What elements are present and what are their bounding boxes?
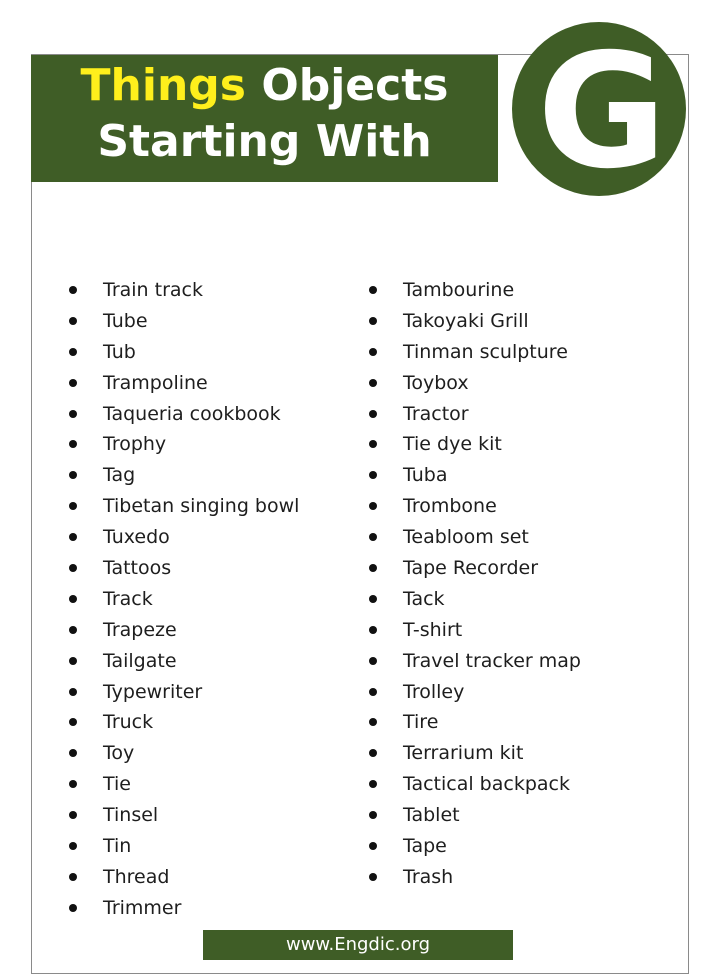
- list-item-label: Tie: [103, 773, 131, 796]
- bullet-icon: [69, 410, 77, 418]
- bullet-icon: [369, 471, 377, 479]
- list-item: [66, 769, 299, 800]
- list-item: [366, 522, 581, 553]
- list-item: [366, 800, 581, 831]
- bullet-icon: [369, 749, 377, 757]
- list-item: [66, 553, 299, 584]
- bullet-icon: [69, 749, 77, 757]
- list-item-label: Tie dye kit: [403, 433, 502, 456]
- list-item: [66, 275, 299, 306]
- bullet-icon: [369, 657, 377, 665]
- list-item-label: Tinman sculpture: [403, 340, 568, 363]
- list-item-label: Tractor: [403, 402, 469, 425]
- list-item: [366, 337, 581, 368]
- list-item-label: Toy: [103, 742, 135, 765]
- list-item: [66, 429, 299, 460]
- bullet-icon: [69, 471, 77, 479]
- list-item-label: Taqueria cookbook: [103, 402, 281, 425]
- list-item-label: Track: [103, 587, 153, 610]
- list-item-label: Thread: [103, 865, 170, 888]
- bullet-icon: [369, 626, 377, 634]
- list-item: [366, 646, 581, 677]
- bullet-icon: [69, 379, 77, 387]
- word-list-left: [66, 275, 299, 924]
- bullet-icon: [369, 595, 377, 603]
- list-item: [66, 862, 299, 893]
- bullet-icon: [69, 718, 77, 726]
- bullet-icon: [69, 657, 77, 665]
- bullet-icon: [369, 873, 377, 881]
- list-item-label: Trombone: [403, 495, 497, 518]
- list-item: [366, 831, 581, 862]
- list-item: [66, 831, 299, 862]
- list-item-label: Terrarium kit: [403, 742, 524, 765]
- list-item-label: Travel tracker map: [403, 649, 581, 672]
- bullet-icon: [69, 502, 77, 510]
- list-item: [366, 738, 581, 769]
- bullet-icon: [369, 348, 377, 356]
- list-item: [66, 707, 299, 738]
- bullet-icon: [369, 410, 377, 418]
- list-item: [66, 677, 299, 708]
- list-item-label: Trampoline: [103, 371, 208, 394]
- bullet-icon: [69, 626, 77, 634]
- title-line-1: [31, 58, 498, 114]
- bullet-icon: [369, 564, 377, 572]
- list-item-label: Tack: [403, 587, 445, 610]
- list-item-label: Trophy: [103, 433, 167, 456]
- list-item: [366, 460, 581, 491]
- bullet-icon: [369, 811, 377, 819]
- list-item: [366, 275, 581, 306]
- list-item-label: Toybox: [403, 371, 469, 394]
- list-item: [366, 769, 581, 800]
- list-item: [366, 429, 581, 460]
- list-item: [366, 491, 581, 522]
- bullet-icon: [69, 317, 77, 325]
- list-item: [66, 738, 299, 769]
- title-line-2: Starting With: [97, 116, 432, 167]
- list-item-label: Tinsel: [103, 804, 159, 827]
- list-item-label: Truck: [103, 711, 154, 734]
- bullet-icon: [369, 379, 377, 387]
- list-item: [366, 368, 581, 399]
- list-item: [66, 800, 299, 831]
- list-item-label: Tube: [103, 309, 148, 332]
- list-item: [366, 677, 581, 708]
- list-item-label: Tablet: [403, 804, 460, 827]
- bullet-icon: [69, 873, 77, 881]
- list-item-label: Tibetan singing bowl: [103, 495, 300, 518]
- list-item: [366, 306, 581, 337]
- list-item: [66, 460, 299, 491]
- bullet-icon: [69, 842, 77, 850]
- list-item: [66, 491, 299, 522]
- bullet-icon: [69, 440, 77, 448]
- list-item-label: Trimmer: [103, 896, 182, 919]
- bullet-icon: [369, 440, 377, 448]
- bullet-icon: [69, 564, 77, 572]
- list-item-label: Tape Recorder: [403, 557, 539, 580]
- list-item-label: Typewriter: [103, 680, 203, 703]
- list-item-label: Trash: [403, 865, 454, 888]
- bullet-icon: [69, 533, 77, 541]
- list-item: [366, 615, 581, 646]
- bullet-icon: [369, 688, 377, 696]
- bullet-icon: [369, 533, 377, 541]
- list-item: [66, 646, 299, 677]
- list-item: [66, 584, 299, 615]
- list-item-label: Tag: [103, 464, 136, 487]
- list-item: [366, 707, 581, 738]
- logo-letter: G: [537, 22, 667, 196]
- list-item: [66, 615, 299, 646]
- list-item-label: Tire: [403, 711, 439, 734]
- list-item-label: Tuxedo: [103, 526, 170, 549]
- page-title: [31, 58, 498, 170]
- list-item: [66, 893, 299, 924]
- list-item: [66, 306, 299, 337]
- list-item: [366, 584, 581, 615]
- list-item: [366, 553, 581, 584]
- bullet-icon: [369, 502, 377, 510]
- list-item-label: Tape: [403, 835, 447, 858]
- title-highlight: Things: [80, 60, 246, 111]
- list-item: [366, 862, 581, 893]
- list-item: [66, 368, 299, 399]
- bullet-icon: [69, 348, 77, 356]
- footer-url[interactable]: www.Engdic.org: [203, 930, 513, 960]
- circle-letter-g-icon: [512, 22, 686, 196]
- list-item-label: Tuba: [403, 464, 448, 487]
- list-item-label: Trolley: [403, 680, 465, 703]
- bullet-icon: [369, 317, 377, 325]
- bullet-icon: [69, 286, 77, 294]
- bullet-icon: [369, 842, 377, 850]
- list-item: [66, 522, 299, 553]
- title-rest: Objects: [261, 60, 449, 111]
- bullet-icon: [69, 688, 77, 696]
- list-item: [66, 337, 299, 368]
- list-item: [66, 399, 299, 430]
- list-item-label: Tailgate: [103, 649, 177, 672]
- list-item-label: Tactical backpack: [403, 773, 570, 796]
- word-list-right: [366, 275, 581, 893]
- list-item: [366, 399, 581, 430]
- bullet-icon: [69, 904, 77, 912]
- bullet-icon: [69, 595, 77, 603]
- list-item-label: Tattoos: [103, 557, 172, 580]
- list-item-label: T-shirt: [403, 618, 463, 641]
- list-item-label: Takoyaki Grill: [403, 309, 529, 332]
- bullet-icon: [369, 718, 377, 726]
- list-item-label: Tin: [103, 835, 132, 858]
- list-item-label: Tambourine: [403, 279, 515, 301]
- bullet-icon: [69, 811, 77, 819]
- bullet-icon: [369, 286, 377, 294]
- bullet-icon: [69, 780, 77, 788]
- list-item-label: Trapeze: [103, 618, 177, 641]
- list-item-label: Tub: [103, 340, 136, 363]
- list-item-label: Train track: [103, 279, 203, 301]
- list-item-label: Teabloom set: [403, 526, 529, 549]
- bullet-icon: [369, 780, 377, 788]
